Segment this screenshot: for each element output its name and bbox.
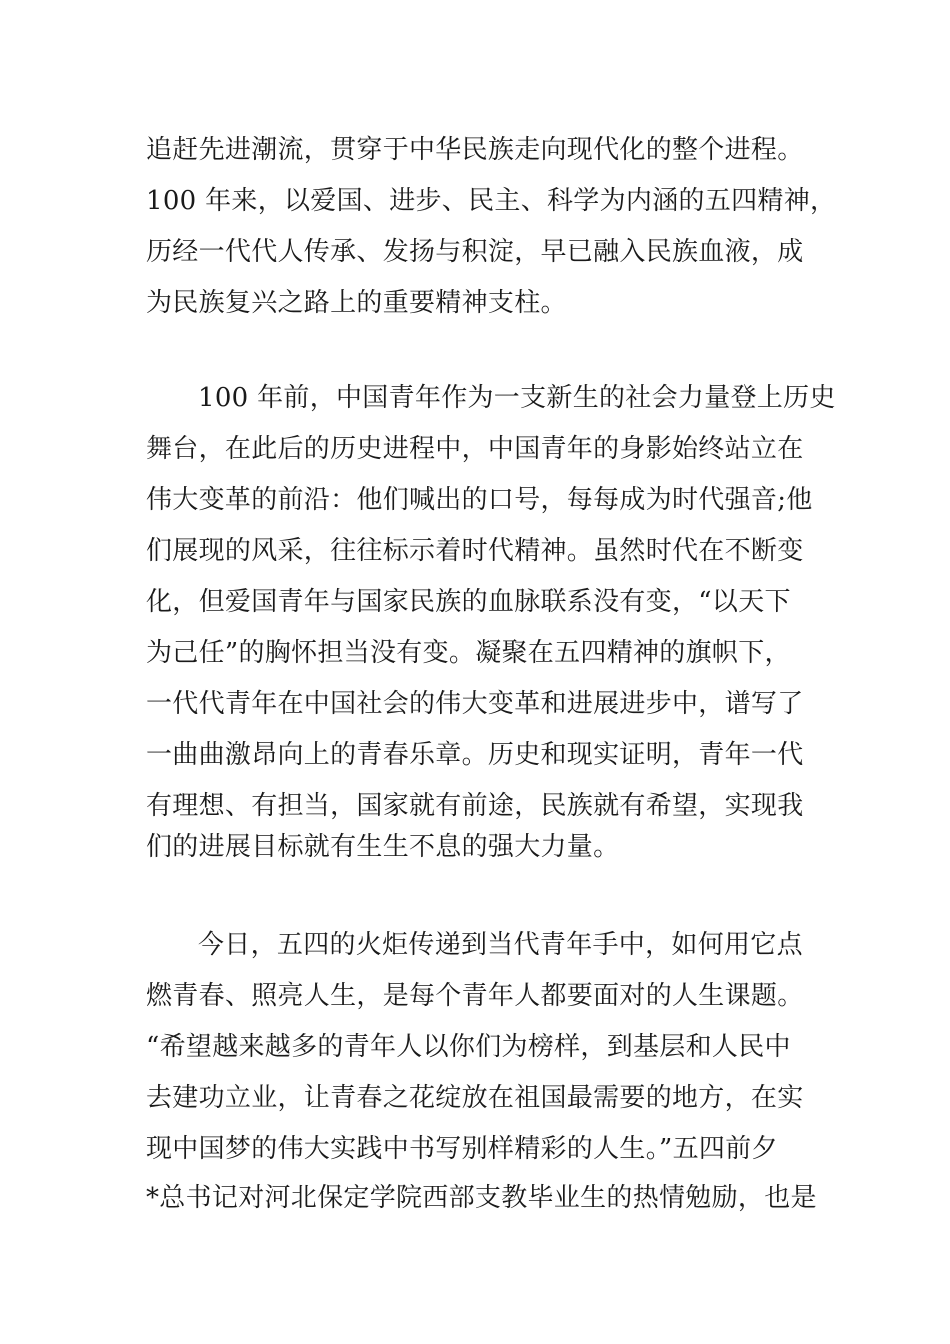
text-line: 舞台，在此后的历史进程中，中国青年的身影始终站立在 — [146, 434, 804, 464]
text-line: 历经一代代人传承、发扬与积淀，早已融入民族血液，成 — [146, 237, 804, 267]
text-line: 为己任”的胸怀担当没有变。凝聚在五四精神的旗帜下， — [146, 638, 791, 668]
text-line: *总书记对河北保定学院西部支教毕业生的热情勉励，也是 — [146, 1183, 817, 1213]
text-line: “希望越来越多的青年人以你们为榜样，到基层和人民中 — [146, 1032, 791, 1062]
text-line: 们展现的风采，往往标示着时代精神。虽然时代在不断变 — [146, 536, 804, 566]
text-line: 今日，五四的火炬传递到当代青年手中，如何用它点 — [198, 930, 803, 960]
text-line: 化，但爱国青年与国家民族的血脉联系没有变，“以天下 — [146, 587, 791, 617]
text-line: 去建功立业，让青春之花绽放在祖国最需要的地方，在实 — [146, 1083, 804, 1113]
text-line: 一曲曲激昂向上的青春乐章。历史和现实证明，青年一代 — [146, 740, 804, 770]
text-line: 们的进展目标就有生生不息的强大力量。 — [146, 832, 620, 862]
text-line: 为民族复兴之路上的重要精神支柱。 — [146, 288, 567, 318]
text-line: 追赶先进潮流，贯穿于中华民族走向现代化的整个进程。 — [146, 135, 804, 165]
text-line: 100 年来，以爱国、进步、民主、科学为内涵的五四精神， — [146, 186, 837, 216]
text-line: 有理想、有担当，国家就有前途，民族就有希望，实现我 — [146, 791, 804, 821]
text-line: 一代代青年在中国社会的伟大变革和进展进步中，谱写了 — [146, 689, 804, 719]
text-line: 现中国梦的伟大实践中书写别样精彩的人生。”五四前夕 — [146, 1134, 778, 1164]
text-line: 100 年前，中国青年作为一支新生的社会力量登上历史 — [198, 383, 836, 413]
text-line: 伟大变革的前沿：他们喊出的口号，每每成为时代强音;他 — [146, 485, 813, 515]
text-line: 燃青春、照亮人生，是每个青年人都要面对的人生课题。 — [146, 981, 804, 1011]
